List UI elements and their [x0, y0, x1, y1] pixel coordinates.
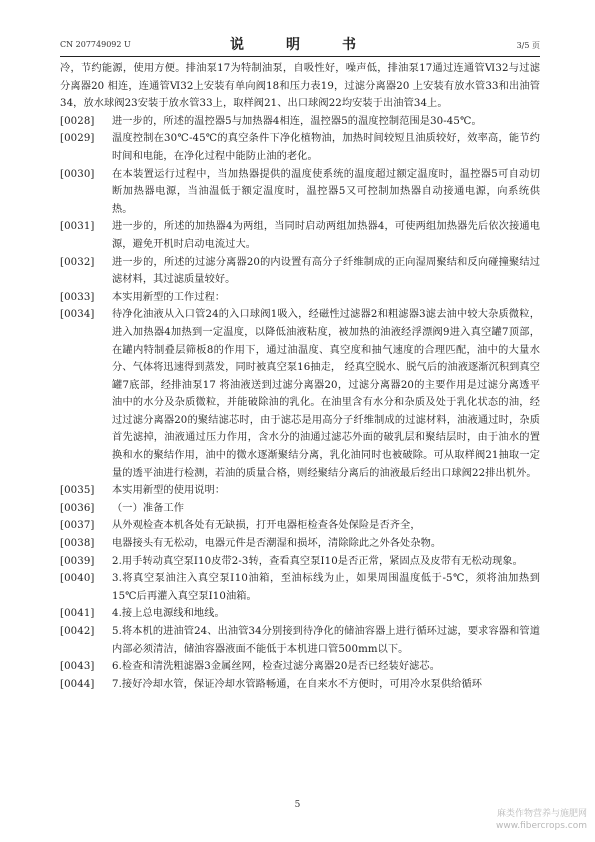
paragraph-number: [0039] [60, 555, 95, 567]
paragraph-text: 6.检查和清洗粗滤器3金属丝网，检查过滤分离器20是否已经装好滤芯。 [112, 661, 440, 673]
paragraph [60, 570, 540, 605]
paragraph-number: [0035] [60, 485, 95, 497]
paragraph-number: [0040] [60, 573, 95, 585]
paragraph [60, 113, 540, 131]
paragraph-number: [0029] [60, 133, 95, 145]
paragraph [60, 517, 540, 535]
paragraph-number: [0034] [60, 309, 95, 321]
paragraph-number: [0031] [60, 221, 95, 233]
continued-paragraph: 冷，节约能源，使用方便。排油泵17为特制油泵，自吸性好，噪声低，排油泵17通过连通管Ⅵ32与过滤分离器20 相连，连通管Ⅵ32上安装有单向阀18和压力表19，过滤分离器20 上安装有放水管33和出油管34，放水球阀23安装于放水管33上，取样阀21、出口球阀22均安装于出油管34上。 [60, 63, 540, 110]
paragraph-number: [0030] [60, 168, 95, 180]
paragraph-text: 从外观检查本机各处有无缺损，打开电器柜检查各处保险是否齐全， [112, 520, 421, 532]
paragraph [60, 482, 540, 500]
doc-title: 说 明 书 [230, 37, 370, 53]
paragraph-text: 本实用新型的工作过程： [112, 291, 226, 303]
paragraph-text: （一）准备工作 [112, 502, 185, 514]
paragraph-text: 本实用新型的使用说明： [112, 485, 226, 497]
paragraph [60, 676, 540, 694]
paragraph-number: [0038] [60, 538, 95, 550]
paragraph-list [60, 113, 540, 694]
paragraph-number: [0037] [60, 520, 95, 532]
paragraph-number: [0041] [60, 608, 95, 620]
paragraph [60, 289, 540, 307]
page-header [60, 34, 540, 57]
paragraph-number: [0032] [60, 256, 95, 268]
paragraph-number: [0036] [60, 502, 95, 514]
paragraph [60, 166, 540, 219]
paragraph [60, 218, 540, 253]
paragraph-number: [0043] [60, 661, 95, 673]
page-indicator: 3/5 页 [516, 41, 540, 50]
paragraph-text: 2.用手转动真空泵Ⅰ10皮带2-3转，查看真空泵Ⅰ10是否正常，紧固点及皮带有无松动现象。 [112, 555, 523, 567]
paragraph [60, 130, 540, 165]
paragraph-number: [0033] [60, 291, 95, 303]
paragraph [60, 254, 540, 289]
paragraph-text: 进一步的，所述的温控器5与加热器4相连，温控器5的温度控制范围是30-45℃。 [112, 115, 482, 127]
paragraph-text: 进一步的，所述的加热器4为两组，当同时启动两组加热器4，可使两组加热器先后依次接通电源，避免开机时启动电流过大。 [112, 221, 540, 250]
paragraph-text: 待净化油液从入口管24的入口球阀1吸入，经磁性过滤器2和粗滤器3滤去油中较大杂质微粒，进入加热器4加热到一定温度，以降低油液粘度，被加热的油液经浮漂阀9进入真空罐7顶部，在罐内特制叠层筛板8的作用下，通过油温度、真空度和抽气速度的合理匹配，油中的大量水分、气体将迅速得到蒸发，同时被真空泵16抽走， 经真空脱水、脱气后的油液逐渐沉积到真空罐7底部，经排油泵17 将油液送到过滤分离器20，过滤分离器20的主要作用是过滤分离透平油中的水分及杂质微粒，并能破除油的乳化。在油里含有水分和杂质及处于乳化状态的油，经过过滤分离器20的聚结滤芯时，由于滤芯是用高分子纤维制成的过滤材料，油液通过时，杂质首先滤掉，油液通过压力作用，含水分的油通过滤芯外面的破乳层和聚结层时，由于油水的置换和水的聚结作用，油中的微水逐渐聚结分离，乳化油同时也被破除。可从取样阀21抽取一定量的透平油进行检测，若油的质量合格，则经聚结分离后的油液最后经出口球阀22排出机外。 [112, 309, 540, 479]
paragraph [60, 553, 540, 571]
watermark [496, 808, 587, 832]
paragraph-text: 电器接头有无松动，电器元件是否潮湿和损坏，清除除此之外各处杂物。 [112, 538, 442, 550]
paragraph-text: 3.将真空泵油注入真空泵Ⅰ10油箱，至油标线为止，如果周围温度低于-5℃，须将油加热到15℃后再灌入真空泵Ⅰ10油箱。 [112, 573, 540, 602]
paragraph [60, 658, 540, 676]
paragraph-text: 7.接好冷却水管，保证冷却水管路畅通，在自来水不方便时，可用冷水泵供给循环 [112, 678, 482, 690]
paragraph-text: 4.接上总电源线和地线。 [112, 608, 225, 620]
paragraph [60, 605, 540, 623]
paragraph-number: [0044] [60, 678, 95, 690]
watermark-name: 麻类作物营养与施肥网 [496, 809, 587, 819]
paragraph-text: 进一步的，所述的过滤分离器20的内设置有高分子纤维制成的正向湿周聚结和反向碰撞聚结过滤材料，其过滤质量较好。 [112, 256, 540, 286]
paragraph [60, 306, 540, 482]
paragraph [60, 623, 540, 658]
paragraph-number: [0042] [60, 626, 95, 637]
doc-number: CN 207749092 U [60, 40, 131, 49]
page-number: 5 [294, 800, 301, 810]
watermark-url: www.fibercrops.com [496, 821, 587, 831]
paragraph-text: 在本装置运行过程中，当加热器提供的温度使系统的温度超过额定温度时，温控器5可自动切断加热器电源，当油温低于额定温度时，温控器5又可控制加热器自动接通电源，向系统供热。 [112, 168, 540, 215]
paragraph-text: 5.将本机的进油管24、出油管34分别接到待净化的储油容器上进行循环过滤，要求容器和管道内部必须清洁，储油容器液面不能低于本机进口管500mm以下。 [112, 626, 540, 655]
paragraph [60, 535, 540, 553]
paragraph-text: 温度控制在30℃-45℃的真空条件下净化植物油，加热时间较短且油质较好，效率高，能节约时间和电能，在净化过程中能防止油的老化。 [112, 133, 540, 162]
paragraph-number: [0028] [60, 115, 95, 127]
document-body [60, 60, 540, 693]
paragraph [60, 500, 540, 518]
